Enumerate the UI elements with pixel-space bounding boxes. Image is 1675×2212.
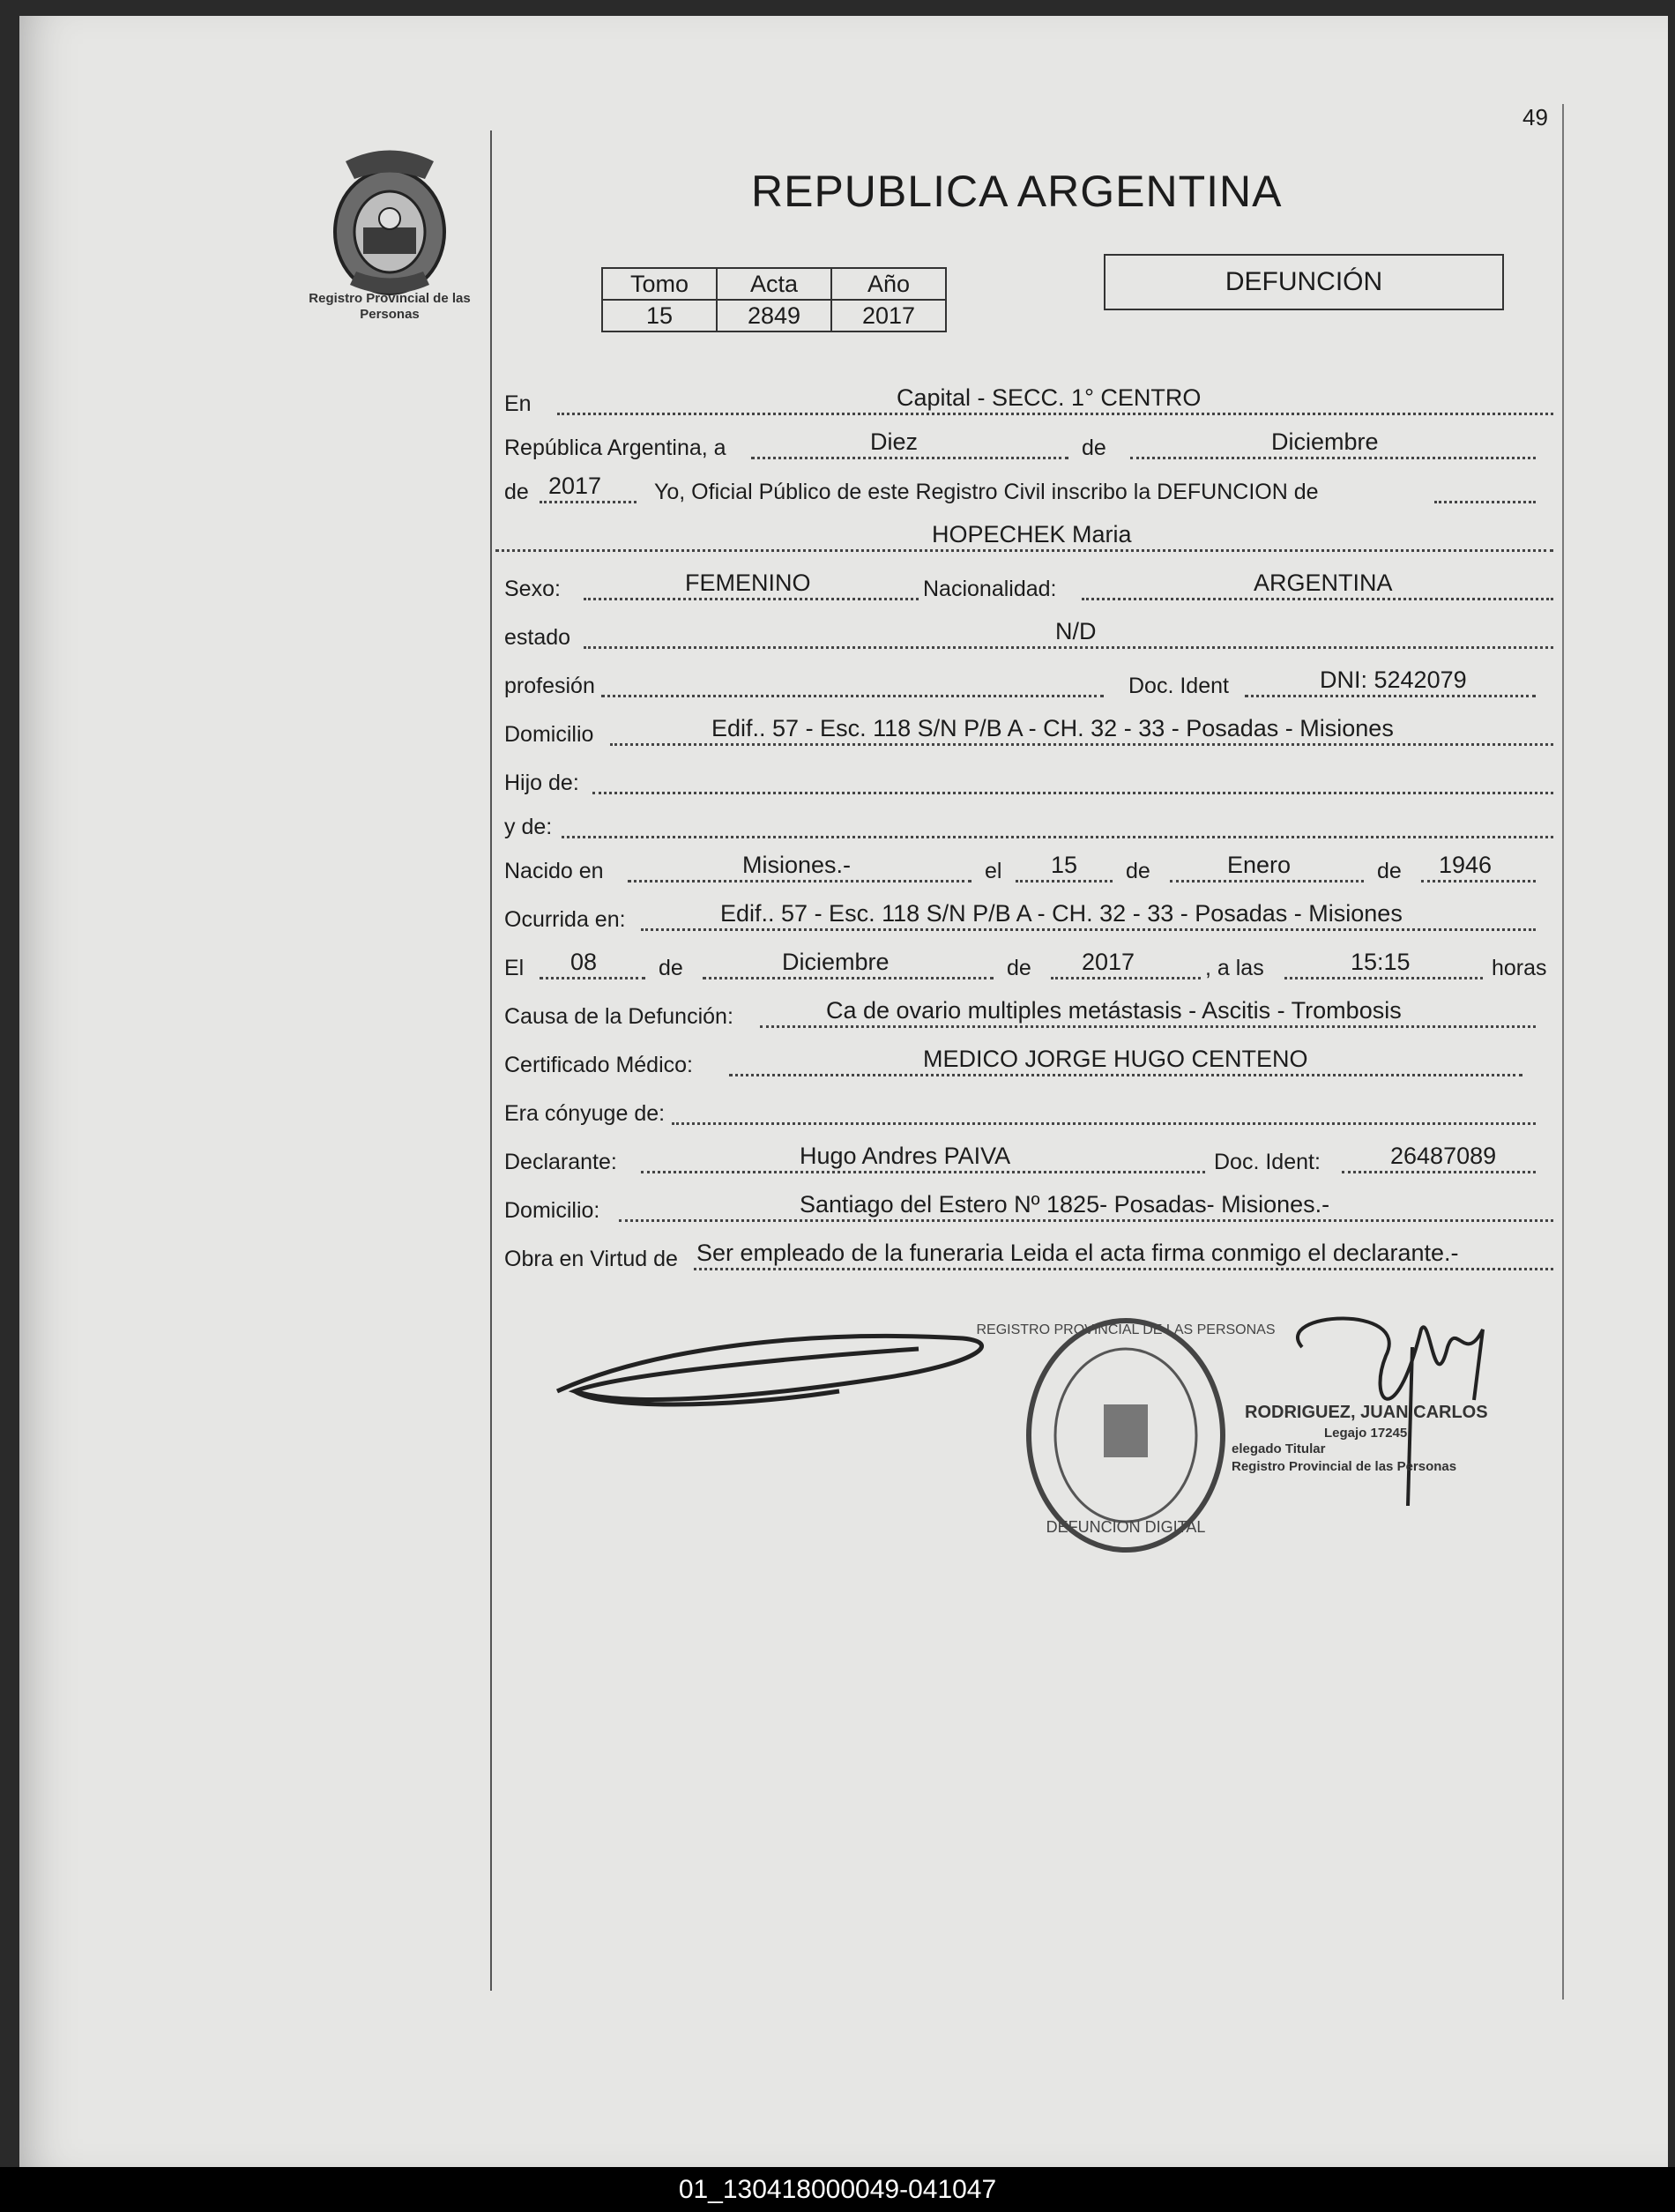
row-hijo bbox=[495, 761, 1553, 800]
value-tomo: 15 bbox=[602, 300, 717, 331]
value-ocurrida: Edif.. 57 - Esc. 118 S/N P/B A - CH. 32 - 33 - Posadas - Misiones bbox=[720, 900, 1403, 927]
official-registro: Registro Provincial de las Personas bbox=[1232, 1459, 1457, 1474]
value-dia: Diez bbox=[870, 428, 919, 455]
seal-inner-text: DEFUNCION DIGITAL bbox=[1046, 1518, 1206, 1536]
fill-line bbox=[1434, 469, 1536, 503]
value-declarante: Hugo Andres PAIVA bbox=[800, 1143, 1011, 1169]
seal-stamp bbox=[976, 1321, 1275, 1550]
row-nombre bbox=[495, 518, 1553, 557]
row-yde bbox=[495, 805, 1553, 844]
label-nacido: Nacido en bbox=[504, 859, 604, 883]
label-doc: Doc. Ident bbox=[1128, 674, 1229, 698]
value-certificado: MEDICO JORGE HUGO CENTENO bbox=[923, 1046, 1308, 1072]
value-def-dia: 08 bbox=[570, 949, 598, 975]
left-margin-line bbox=[490, 130, 492, 1991]
label-sexo: Sexo: bbox=[504, 577, 561, 601]
label-def-de2: de bbox=[1007, 956, 1031, 980]
value-estado: N/D bbox=[1055, 618, 1097, 644]
row-obra bbox=[495, 1237, 1553, 1276]
value-hora: 15:15 bbox=[1351, 949, 1411, 975]
value-anio: 2017 bbox=[548, 473, 602, 499]
value-mes: Diciembre bbox=[1271, 428, 1379, 455]
value-nac-mes: Enero bbox=[1227, 852, 1292, 878]
row-domicilio2 bbox=[495, 1188, 1553, 1227]
seal-ring-text: REGISTRO PROVINCIAL DE LAS PERSONAS bbox=[976, 1322, 1276, 1337]
value-doc2: 26487089 bbox=[1390, 1143, 1497, 1169]
label-en: En bbox=[504, 391, 532, 416]
value-domicilio2: Santiago del Estero Nº 1825- Posadas- Misiones.- bbox=[800, 1191, 1330, 1218]
row-profesion bbox=[495, 664, 1553, 703]
label-certificado: Certificado Médico: bbox=[504, 1053, 693, 1077]
value-nac-anio: 1946 bbox=[1439, 852, 1493, 878]
label-domicilio: Domicilio bbox=[504, 722, 594, 747]
value-nacido-lugar: Misiones.- bbox=[742, 852, 852, 878]
value-anio: 2017 bbox=[831, 300, 946, 331]
fill-line bbox=[601, 663, 1104, 697]
row-domicilio bbox=[495, 712, 1553, 751]
official-stamp-text bbox=[1232, 1403, 1488, 1474]
label-ocurrida: Ocurrida en: bbox=[504, 907, 626, 932]
value-en: Capital - SECC. 1° CENTRO bbox=[897, 384, 1202, 411]
value-def-mes: Diciembre bbox=[782, 949, 890, 975]
label-def-de: de bbox=[659, 956, 683, 980]
row-oficial bbox=[495, 470, 1553, 509]
row-fecha-defuncion bbox=[495, 946, 1553, 985]
value-causa: Ca de ovario multiples metástasis - Ascitis - Trombosis bbox=[826, 997, 1402, 1024]
label-domicilio2: Domicilio: bbox=[504, 1198, 600, 1223]
label-nac-de2: de bbox=[1377, 859, 1402, 883]
value-sexo: FEMENINO bbox=[685, 570, 811, 596]
right-margin-line bbox=[1562, 104, 1564, 2000]
label-nac-de: de bbox=[1126, 859, 1150, 883]
header-anio: Año bbox=[831, 268, 946, 300]
document-title: REPUBLICA ARGENTINA bbox=[751, 167, 1283, 216]
row-republica bbox=[495, 426, 1553, 465]
registro-table bbox=[601, 267, 947, 332]
value-nacionalidad: ARGENTINA bbox=[1254, 570, 1393, 596]
label-profesion: profesión bbox=[504, 674, 595, 698]
label-declarante: Declarante: bbox=[504, 1150, 617, 1174]
label-el2: El bbox=[504, 956, 525, 980]
scan-footer: 01_130418000049-041047 bbox=[0, 2167, 1675, 2212]
value-obra: Ser empleado de la funeraria Leida el acta firma conmigo el declarante.- bbox=[696, 1240, 1459, 1266]
row-causa bbox=[495, 994, 1553, 1033]
provincia-misiones-emblem-icon bbox=[319, 144, 460, 302]
value-def-anio: 2017 bbox=[1082, 949, 1135, 975]
value-nac-dia: 15 bbox=[1051, 852, 1078, 878]
row-nacido bbox=[495, 849, 1553, 888]
label-republica: República Argentina, a bbox=[504, 436, 726, 460]
page-number: 49 bbox=[1522, 104, 1548, 130]
signature-seal-area bbox=[548, 1294, 1562, 1612]
row-estado bbox=[495, 615, 1553, 654]
row-en bbox=[495, 382, 1553, 421]
label-nacionalidad: Nacionalidad: bbox=[923, 577, 1057, 601]
official-cargo: elegado Titular bbox=[1232, 1441, 1326, 1456]
value-domicilio: Edif.. 57 - Esc. 118 S/N P/B A - CH. 32 - 33 - Posadas - Misiones bbox=[711, 715, 1394, 741]
label-hijo: Hijo de: bbox=[504, 771, 579, 795]
official-legajo: Legajo 17245 bbox=[1324, 1426, 1408, 1441]
label-yde: y de: bbox=[504, 815, 553, 839]
tipo-acta-box: DEFUNCIÓN bbox=[1104, 254, 1504, 310]
certificate-page bbox=[19, 16, 1668, 2167]
declarant-signature bbox=[557, 1337, 982, 1405]
label-el: el bbox=[985, 859, 1002, 883]
label-doc2: Doc. Ident: bbox=[1214, 1150, 1321, 1174]
label-estado: estado bbox=[504, 625, 571, 650]
value-acta: 2849 bbox=[717, 300, 831, 331]
label-causa: Causa de la Defunción: bbox=[504, 1004, 733, 1029]
row-conyuge bbox=[495, 1091, 1553, 1130]
fill-line bbox=[562, 804, 1553, 838]
row-ocurrida bbox=[495, 897, 1553, 936]
fill-line bbox=[592, 760, 1553, 794]
label-de2: de bbox=[504, 480, 529, 504]
label-conyuge: Era cónyuge de: bbox=[504, 1101, 666, 1126]
label-obra: Obra en Virtud de bbox=[504, 1247, 678, 1271]
header-tomo: Tomo bbox=[602, 268, 717, 300]
label-oficial: Yo, Oficial Público de este Registro Civil inscribo la DEFUNCION de bbox=[654, 480, 1319, 504]
header-acta: Acta bbox=[717, 268, 831, 300]
label-alas: , a las bbox=[1205, 956, 1264, 980]
official-name: RODRIGUEZ, JUAN CARLOS bbox=[1245, 1403, 1488, 1422]
label-de: de bbox=[1082, 436, 1106, 460]
row-declarante bbox=[495, 1140, 1553, 1179]
row-sexo bbox=[495, 567, 1553, 606]
label-horas: horas bbox=[1492, 956, 1547, 980]
row-certificado bbox=[495, 1043, 1553, 1082]
value-nombre: HOPECHEK Maria bbox=[932, 521, 1132, 547]
fill-line bbox=[672, 1091, 1536, 1125]
value-doc: DNI: 5242079 bbox=[1320, 667, 1467, 693]
emblem-caption: Registro Provincial de las Personas bbox=[309, 291, 471, 322]
